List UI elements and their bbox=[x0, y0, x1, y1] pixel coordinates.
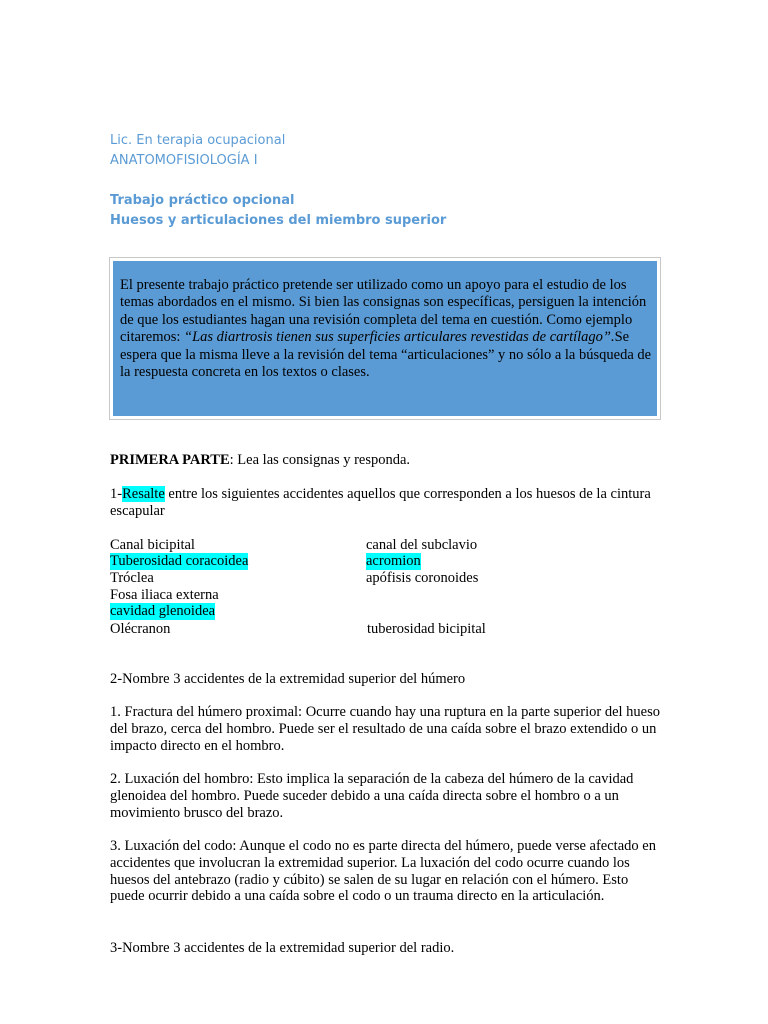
part1-title: PRIMERA PARTE bbox=[110, 452, 230, 468]
list-item: Olécranon bbox=[110, 621, 171, 637]
assignment-type: Trabajo práctico opcional bbox=[110, 193, 295, 208]
list-item: Tróclea bbox=[110, 570, 154, 586]
intro-box-fill bbox=[113, 261, 657, 416]
q2-title: 2-Nombre 3 accidentes de la extremidad superior del húmero bbox=[110, 671, 466, 687]
q1-prompt bbox=[110, 486, 662, 520]
list-item: canal del subclavio bbox=[366, 537, 478, 553]
q1-prompt-rest: entre los siguientes accidentes aquellos que corresponden a los huesos de la cintura escapular bbox=[110, 486, 651, 519]
intro-text-start: El presente trabajo práctico pretende ser utilizado como un apoyo para el estudio de los temas abordados en el mismo. Si bien las consignas son específicas, persiguen la intención de que los estudiantes hagan una revisión completa del tema en cuestión. Como ejemplo citaremos: bbox=[120, 277, 647, 346]
list-item: apófisis coronoides bbox=[366, 570, 479, 586]
intro-text-end: Se espera que la misma lleve a la revisión del tema “articulaciones” y no sólo a la búsqueda de la respuesta concreta en los textos o clases. bbox=[120, 329, 652, 381]
list-item: Fosa iliaca externa bbox=[110, 587, 219, 603]
q1-highlight-word: Resalte bbox=[122, 486, 165, 502]
q2-answer-2: 2. Luxación del hombro: Esto implica la separación de la cabeza del húmero de la cavidad glenoidea del hombro. Puede suceder debido a una caída directa sobre el hombro o a un movimiento brusco del brazo. bbox=[110, 771, 634, 821]
assignment-topic: Huesos y articulaciones del miembro superior bbox=[110, 213, 447, 228]
q2-answer-1: 1. Fractura del húmero proximal: Ocurre cuando hay una ruptura en la parte superior del hueso del brazo, cerca del hombro. Puede ser el resultado de una caída sobre el brazo extendido o un impacto directo en el hombro. bbox=[110, 704, 660, 754]
intro-box bbox=[109, 257, 661, 420]
list-item-highlighted: cavidad glenoidea bbox=[110, 603, 216, 619]
list-item: Canal bicipital bbox=[110, 537, 195, 553]
part1-instruction: : Lea las consignas y responda. bbox=[229, 452, 411, 468]
q3-title: 3-Nombre 3 accidentes de la extremidad superior del radio. bbox=[110, 940, 455, 956]
part1-heading bbox=[110, 452, 410, 469]
list-item-highlighted: acromion bbox=[366, 553, 421, 569]
q1-number: 1- bbox=[110, 486, 123, 502]
list-item: tuberosidad bicipital bbox=[367, 621, 486, 637]
list-item-highlighted: Tuberosidad coracoidea bbox=[110, 553, 249, 569]
intro-text bbox=[120, 277, 652, 381]
subject-title: ANATOMOFISIOLOGÍA I bbox=[110, 153, 258, 168]
intro-quote: “Las diartrosis tienen sus superficies articulares revestidas de cartílago”. bbox=[184, 329, 615, 346]
course-name: Lic. En terapia ocupacional bbox=[110, 133, 286, 148]
q2-answer-3: 3. Luxación del codo: Aunque el codo no es parte directa del húmero, puede verse afectado en accidentes que involucran la extremidad superior. La luxación del codo ocurre cuando los huesos del antebrazo (radio y cúbito) se salen de su lugar en relación con el húmero. Esto puede ocurrir debido a una caída sobre el codo o un trauma directo en la articulación. bbox=[110, 838, 656, 905]
